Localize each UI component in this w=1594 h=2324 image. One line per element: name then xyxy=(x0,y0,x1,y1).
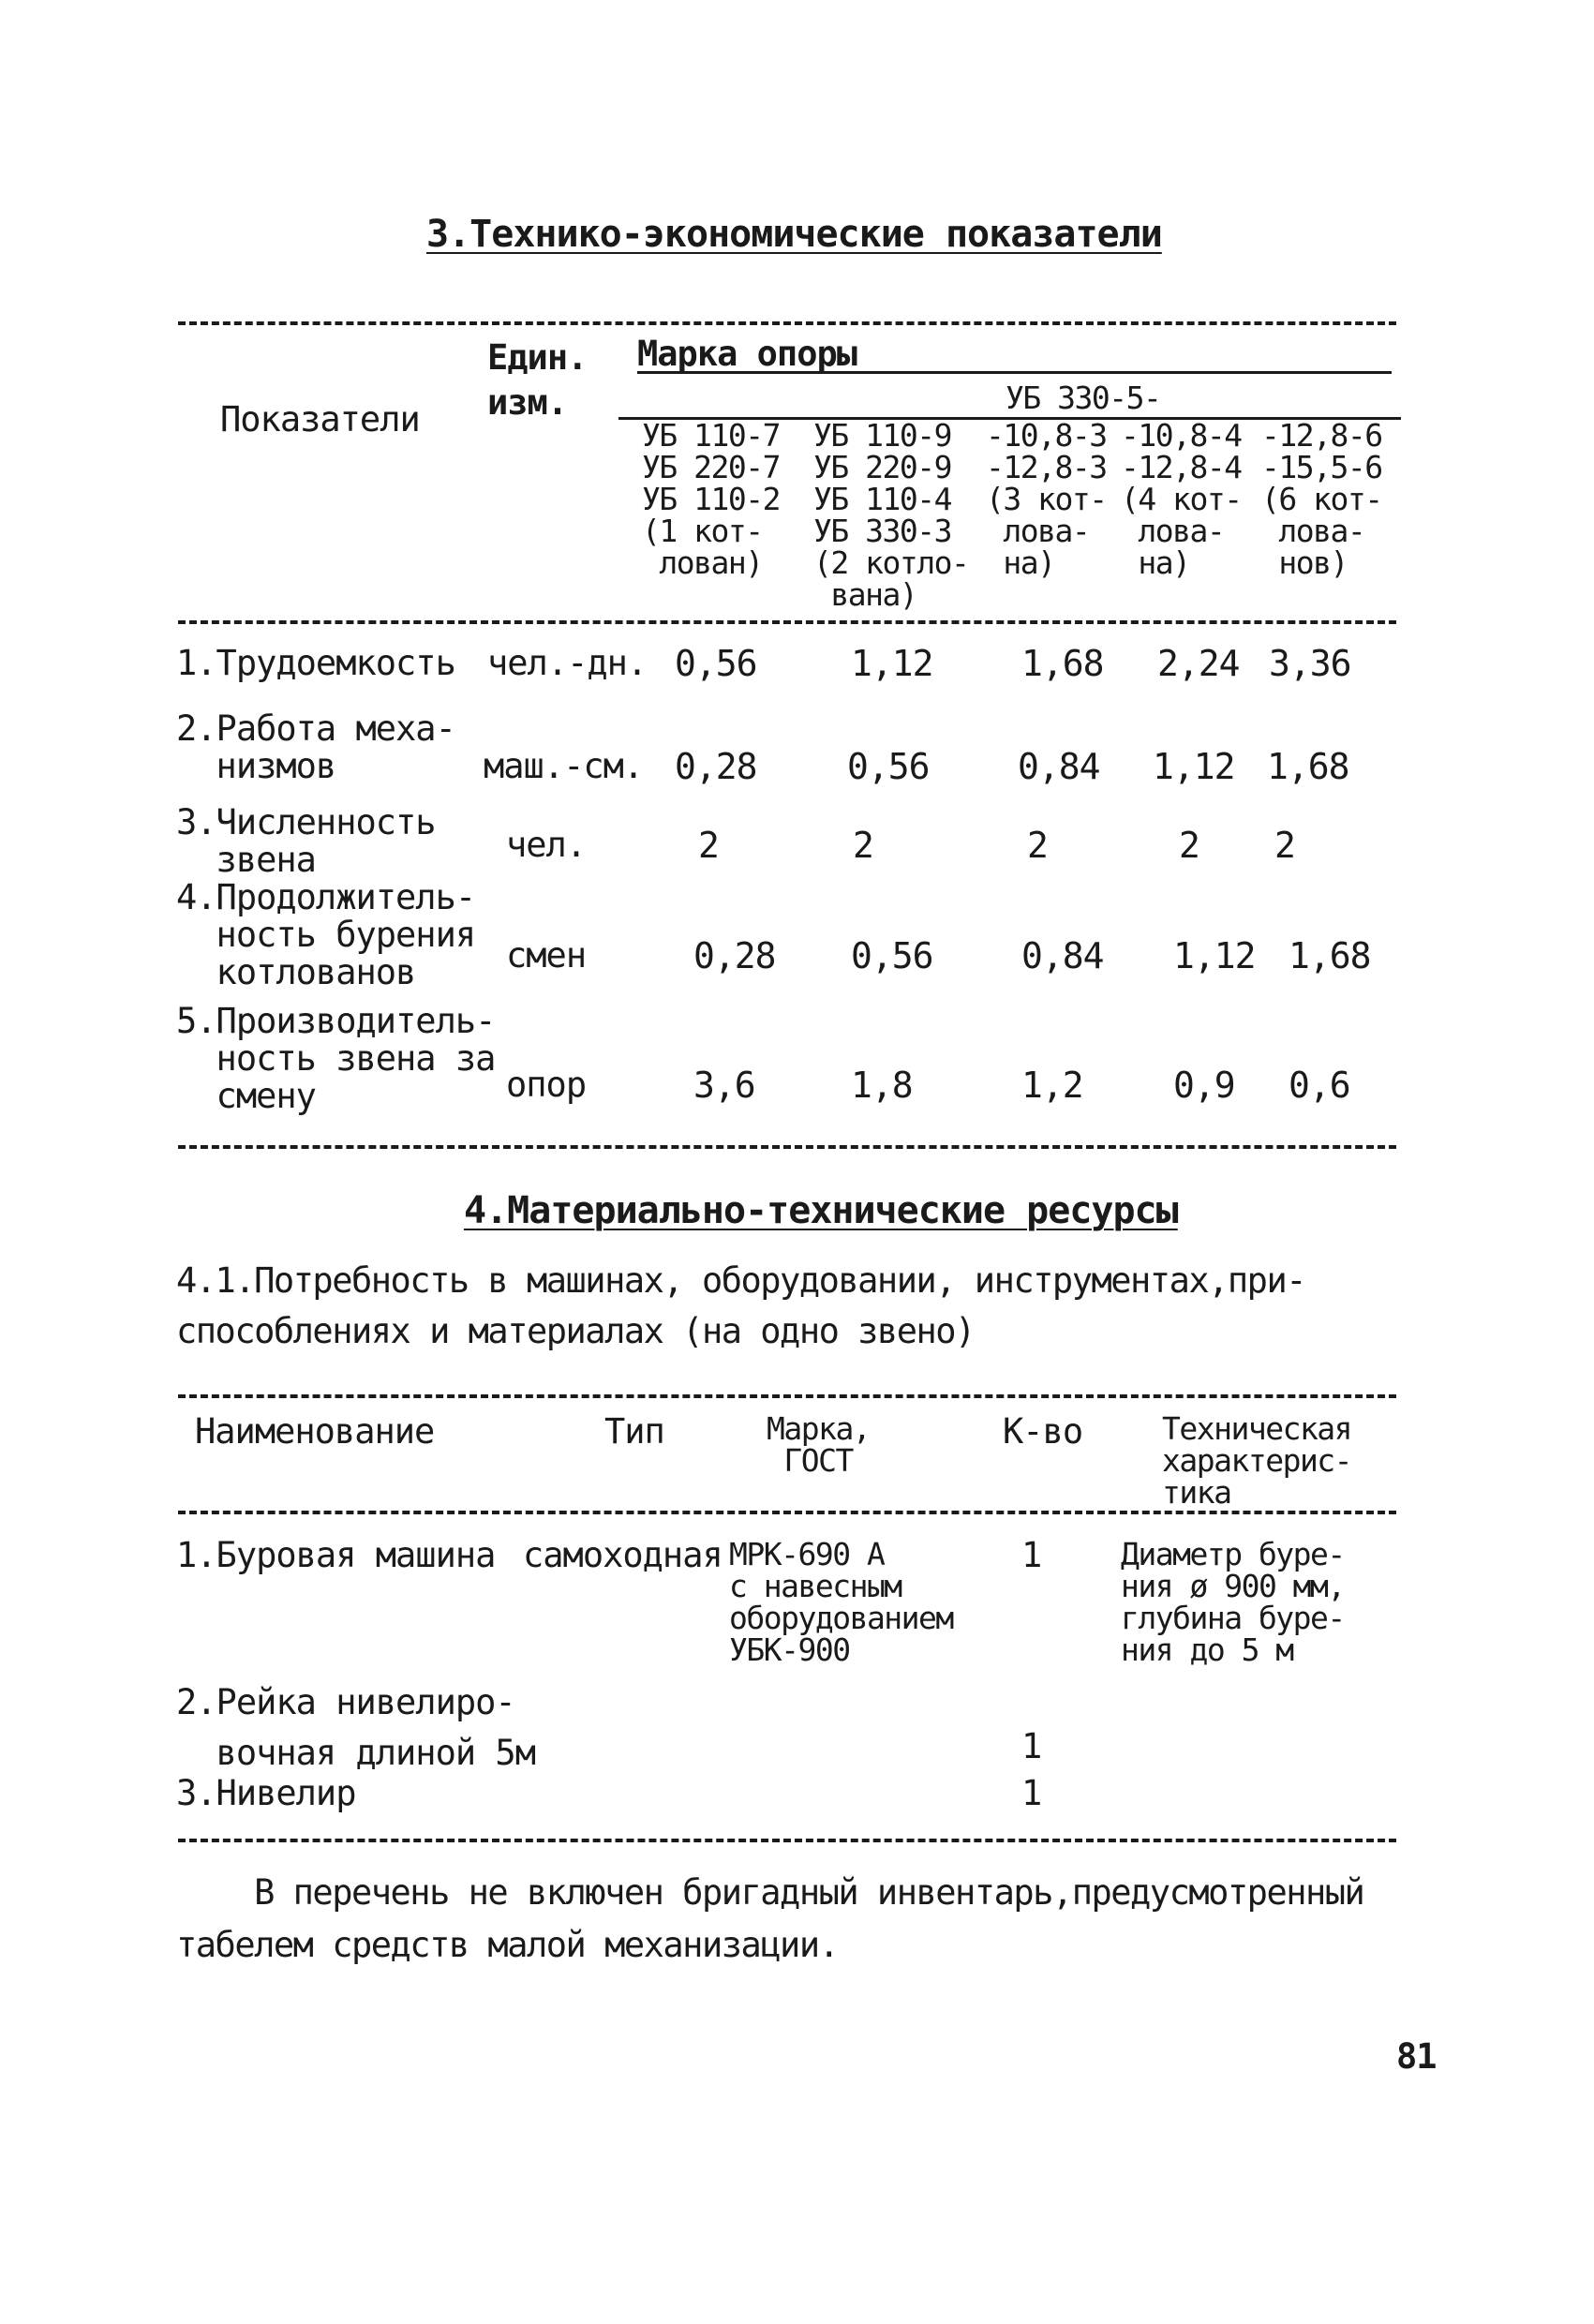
indicator-value: 1,12 xyxy=(1153,746,1235,787)
col-header-qty: К-во xyxy=(1003,1411,1083,1452)
indicator-value: 0,9 xyxy=(1173,1065,1235,1106)
indicator-unit: чел.-дн. xyxy=(487,643,648,683)
indicator-value: 0,6 xyxy=(1289,1065,1350,1106)
section4-title: 4.Материально-технические ресурсы xyxy=(464,1189,1178,1232)
table1-bottom-rule xyxy=(178,1145,1396,1149)
indicator-unit: чел. xyxy=(506,825,587,865)
indicator-name: 1.Трудоемкость xyxy=(176,643,455,683)
indicator-unit: опор xyxy=(506,1065,587,1105)
indicator-value: 2 xyxy=(1179,825,1199,866)
table2-top-rule xyxy=(178,1394,1396,1398)
col-header-brand: Марка опоры xyxy=(637,334,857,374)
indicator-value: 2 xyxy=(698,825,719,866)
indicator-value: 3,6 xyxy=(693,1065,755,1106)
col-header-indicators: Показатели xyxy=(220,399,420,439)
table1-top-rule xyxy=(178,321,1396,325)
resource-brand: МРК-690 А с навесным оборудованием УБК-900 xyxy=(729,1536,953,1668)
resource-spec: Диаметр буре- ния ø 900 мм, глубина буре- ния до 5 м xyxy=(1121,1536,1345,1668)
indicator-value: 1,68 xyxy=(1267,746,1349,787)
col-header-4: -10,8-4 -12,8-4 (4 кот- лова- на) xyxy=(1121,417,1242,581)
col-header-5: -12,8-6 -15,5-6 (6 кот- лова- нов) xyxy=(1261,417,1382,581)
indicator-value: 1,68 xyxy=(1289,935,1371,976)
indicator-value: 1,68 xyxy=(1021,643,1104,684)
indicator-name: 2.Работа меха- низмов xyxy=(176,708,455,786)
page-number: 81 xyxy=(1396,2036,1437,2077)
resource-name: 2.Рейка нивелиро- вочная длиной 5м xyxy=(176,1682,535,1773)
indicator-value: 2 xyxy=(1027,825,1048,866)
col-header-1: УБ 110-7 УБ 220-7 УБ 110-2 (1 кот- лован) xyxy=(642,417,780,581)
indicator-unit: смен xyxy=(506,935,587,976)
resource-name: 1.Буровая машина xyxy=(176,1535,496,1575)
col-header-name: Наименование xyxy=(195,1411,435,1452)
indicator-name: 3.Численность звена xyxy=(176,802,436,880)
col-header-spec: Техническая характерис- тика xyxy=(1162,1410,1352,1511)
indicator-value: 1,2 xyxy=(1021,1065,1083,1106)
resource-qty: 1 xyxy=(1021,1773,1042,1813)
resource-name: 3.Нивелир xyxy=(176,1773,356,1813)
indicator-name: 4.Продолжитель- ность бурения котлованов xyxy=(176,877,476,992)
indicator-value: 2 xyxy=(853,825,873,866)
col-header-type: Тип xyxy=(604,1411,664,1452)
section4-intro: 4.1.Потребность в машинах, оборудовании, инструментах,при- способлениях и материалах (на одно звено) xyxy=(176,1260,1306,1351)
indicator-value: 0,28 xyxy=(675,746,757,787)
col-header-3: -10,8-3 -12,8-3 (3 кот- лова- на) xyxy=(986,417,1107,581)
indicator-value: 1,12 xyxy=(1173,935,1256,976)
indicator-name: 5.Производитель- ность звена за смену xyxy=(176,1001,496,1116)
table2-header-rule xyxy=(178,1511,1396,1514)
col-header-unit: Един. изм. xyxy=(487,337,588,423)
section4-note: В перечень не включен бригадный инвентарь,предусмотренный табелем средств малой механизации. xyxy=(176,1872,1364,1965)
indicator-value: 0,28 xyxy=(693,935,776,976)
indicator-unit: маш.-см. xyxy=(484,746,644,786)
indicator-value: 1,8 xyxy=(851,1065,913,1106)
col-header-ub330: УБ 330-5- xyxy=(1006,380,1161,416)
indicator-value: 2 xyxy=(1274,825,1295,866)
resource-qty: 1 xyxy=(1021,1726,1042,1766)
col-header-2: УБ 110-9 УБ 220-9 УБ 110-4 УБ 330-3 (2 котло- вана) xyxy=(813,417,969,613)
indicator-value: 0,84 xyxy=(1021,935,1104,976)
resource-type: самоходная xyxy=(523,1535,723,1575)
indicator-value: 1,12 xyxy=(851,643,933,684)
indicator-value: 0,84 xyxy=(1018,746,1100,787)
brand-header-rule xyxy=(637,371,1392,374)
col-header-brand-gost: Марка, ГОСТ xyxy=(767,1410,871,1479)
table2-bottom-rule xyxy=(178,1839,1396,1842)
resource-qty: 1 xyxy=(1021,1535,1042,1575)
indicator-value: 3,36 xyxy=(1269,643,1351,684)
indicator-value: 0,56 xyxy=(851,935,933,976)
indicator-value: 0,56 xyxy=(675,643,757,684)
section3-title: 3.Технико-экономические показатели xyxy=(426,213,1162,256)
indicator-value: 0,56 xyxy=(847,746,930,787)
table1-header-rule xyxy=(178,620,1396,624)
indicator-value: 2,24 xyxy=(1157,643,1240,684)
